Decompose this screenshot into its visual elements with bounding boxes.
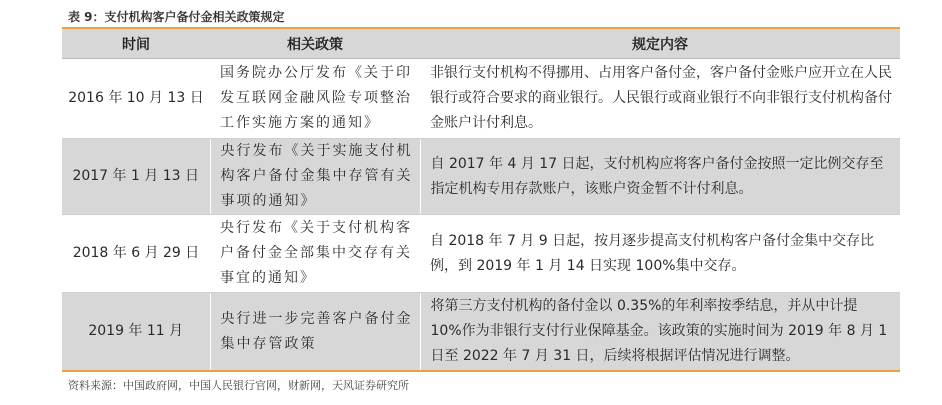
cell-time: 2018 年 6 月 29 日 bbox=[62, 215, 210, 293]
cell-content: 将第三方支付机构的备付金以 0.35%的年利率按季结息，并从中计提 10%作为非银行支付行业保障基金。该政策的实施时间为 2019 年 8 月 1 日至 2022 年 7 月 31 日，后续将根据评估情况进行调整。 bbox=[420, 293, 900, 371]
cell-time: 2016 年 10 月 13 日 bbox=[62, 59, 210, 139]
cell-policy: 国务院办公厅发布《关于印发互联网金融风险专项整治工作实施方案的通知》 bbox=[210, 59, 420, 139]
cell-content: 非银行支付机构不得挪用、占用客户备付金，客户备付金账户应开立在人民银行或符合要求的商业银行。人民银行或商业银行不向非银行支付机构备付金账户计付利息。 bbox=[420, 59, 900, 139]
header-row bbox=[62, 29, 900, 59]
cell-time: 2019 年 11 月 bbox=[62, 293, 210, 371]
table-row bbox=[62, 293, 900, 371]
table-row bbox=[62, 59, 900, 139]
header-policy: 相关政策 bbox=[210, 29, 420, 59]
cell-time: 2017 年 1 月 13 日 bbox=[62, 139, 210, 215]
table-row bbox=[62, 215, 900, 293]
header-time: 时间 bbox=[62, 29, 210, 59]
cell-policy: 央行进一步完善客户备付金集中存管政策 bbox=[210, 293, 420, 371]
policy-table bbox=[62, 29, 900, 371]
header-content: 规定内容 bbox=[420, 29, 900, 59]
cell-content: 自 2018 年 7 月 9 日起，按月逐步提高支付机构客户备付金集中交存比例，到 2019 年 1 月 14 日实现 100%集中交存。 bbox=[420, 215, 900, 293]
table-caption: 表 9：支付机构客户备付金相关政策规定 bbox=[68, 10, 285, 24]
cell-content: 自 2017 年 4 月 17 日起，支付机构应将客户备付金按照一定比例交存至指定机构专用存款账户，该账户资金暂不计付利息。 bbox=[420, 139, 900, 215]
bottom-rule bbox=[62, 370, 900, 372]
table-row bbox=[62, 139, 900, 215]
cell-policy: 央行发布《关于支付机构客户备付金全部集中交存有关事宜的通知》 bbox=[210, 215, 420, 293]
cell-policy: 央行发布《关于实施支付机构客户备付金集中存管有关事项的通知》 bbox=[210, 139, 420, 215]
source-note: 资料来源：中国政府网，中国人民银行官网，财新网，天风证券研究所 bbox=[68, 379, 409, 392]
